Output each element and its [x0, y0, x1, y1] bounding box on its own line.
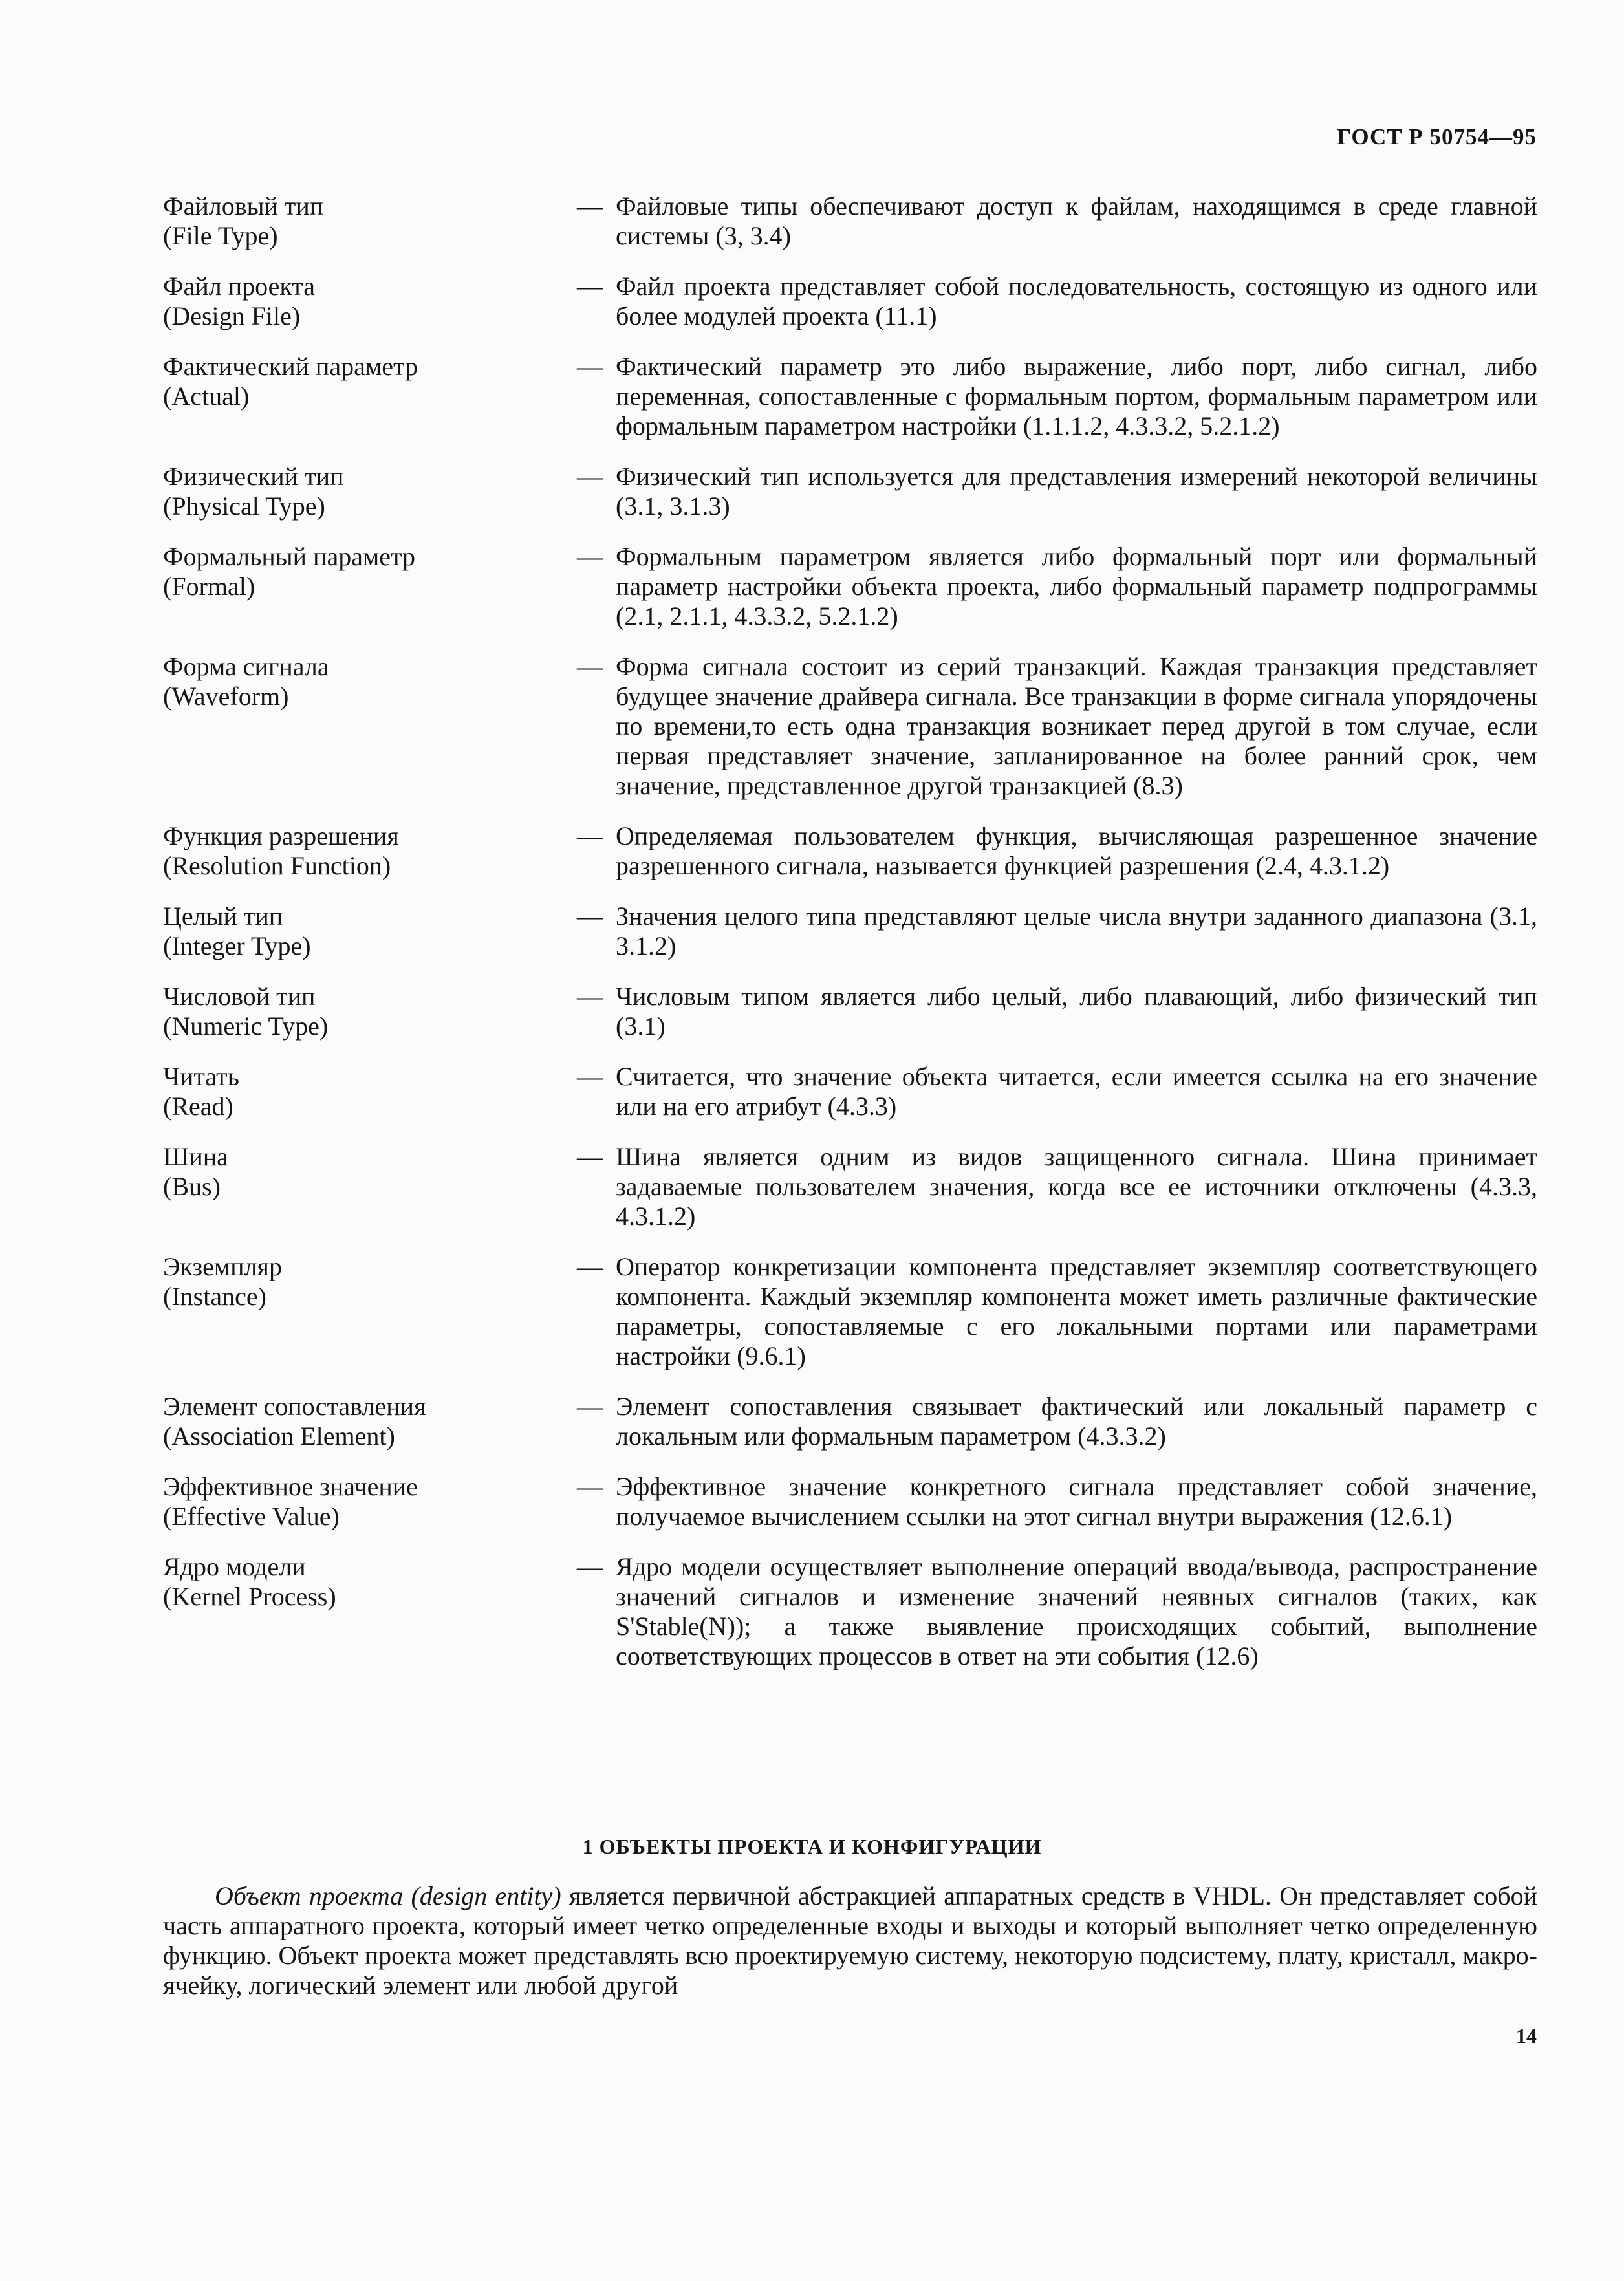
em-dash: —: [577, 821, 603, 850]
glossary-term: [163, 191, 570, 251]
glossary-term: [163, 1392, 570, 1451]
glossary-entry: [163, 982, 1537, 1041]
glossary-entry: [163, 1472, 1537, 1531]
glossary-entry: [163, 272, 1537, 331]
term-english: (Bus): [163, 1172, 221, 1201]
glossary-term: [163, 652, 570, 801]
em-dash: —: [577, 462, 603, 491]
glossary-term: [163, 542, 570, 631]
em-dash: —: [577, 1252, 603, 1281]
glossary-definition: Физический тип используется для представления измерений некоторой величины (3.1, 3.1.3): [616, 462, 1537, 521]
glossary-entry: [163, 1062, 1537, 1121]
glossary-entry: [163, 542, 1537, 631]
glossary-list: [163, 191, 1537, 1692]
term-english: (Resolution Function): [163, 851, 391, 880]
em-dash: —: [577, 1142, 603, 1171]
glossary-definition: Фактический параметр это либо выражение, либо порт, либо сигнал, либо переменная, сопоставленные с формальным портом, формальным параметром или формальным параметром настройки (1.1.1.2, 4.3.3.2, 5.2.1.2): [616, 352, 1537, 440]
glossary-term: [163, 1062, 570, 1121]
term-english: (Integer Type): [163, 931, 311, 960]
term-russian: Фактический параметр: [163, 352, 418, 381]
term-russian: Элемент сопоставления: [163, 1392, 426, 1421]
glossary-definition: Файловые типы обеспечивают доступ к файлам, находящимся в среде главной системы (3, 3.4): [616, 191, 1537, 250]
glossary-term: [163, 352, 570, 441]
paragraph-text: является первичной абстракцией аппаратных средств в VHDL. Он представляет собой часть аппаратного проекта, который имеет четко определенные входы и выходы и который выполняет четко определенную функцию. Объект проекта может представлять всю проектируемую систему, некоторую подсистему, плату, кристалл, макро-ячейку, логический элемент или любой другой: [163, 1881, 1538, 2000]
term-english: (Association Element): [163, 1422, 395, 1451]
glossary-term: [163, 1252, 570, 1371]
term-english: (File Type): [163, 221, 278, 250]
glossary-entry: [163, 1142, 1537, 1231]
glossary-entry: [163, 821, 1537, 881]
italic-term: Объект проекта (design entity): [215, 1881, 561, 1910]
glossary-entry: [163, 902, 1537, 961]
term-english: (Effective Value): [163, 1502, 340, 1531]
term-english: (Waveform): [163, 682, 289, 711]
glossary-definition: Определяемая пользователем функция, вычисляющая разрешенное значение разрешенного сигнала, называется функцией разрешения (2.4, 4.3.1.2): [616, 821, 1537, 880]
term-russian: Форма сигнала: [163, 652, 329, 681]
term-russian: Экземпляр: [163, 1252, 282, 1281]
term-russian: Файл проекта: [163, 272, 315, 301]
term-russian: Функция разрешения: [163, 821, 399, 850]
glossary-definition: Числовым типом является либо целый, либо плавающий, либо физический тип (3.1): [616, 982, 1537, 1041]
glossary-definition: Оператор конкретизации компонента представляет экземпляр соответствующего компонента. Каждый экземпляр компонента может иметь различные фактические параметры, сопоставляемые с его локальными портами или параметрами настройки (9.6.1): [616, 1252, 1537, 1370]
glossary-entry: [163, 191, 1537, 251]
term-english: (Instance): [163, 1282, 266, 1311]
term-russian: Ядро модели: [163, 1552, 306, 1581]
glossary-entry: [163, 462, 1537, 521]
term-english: (Actual): [163, 382, 250, 411]
term-russian: Числовой тип: [163, 982, 316, 1011]
glossary-definition: Считается, что значение объекта читается, если имеется ссылка на его значение или на его атрибут (4.3.3): [616, 1062, 1537, 1121]
glossary-term: [163, 902, 570, 961]
em-dash: —: [577, 1552, 603, 1581]
glossary-term: [163, 462, 570, 521]
glossary-term: [163, 982, 570, 1041]
term-english: (Physical Type): [163, 492, 325, 521]
em-dash: —: [577, 352, 603, 381]
glossary-term: [163, 821, 570, 881]
em-dash: —: [577, 652, 603, 681]
em-dash: —: [577, 982, 603, 1011]
glossary-term: [163, 1142, 570, 1231]
em-dash: —: [577, 902, 603, 931]
section-paragraph: [163, 1881, 1537, 2000]
term-russian: Файловый тип: [163, 191, 324, 221]
glossary-entry: [163, 352, 1537, 441]
term-russian: Эффективное значение: [163, 1472, 418, 1501]
document-header: ГОСТ Р 50754—95: [1336, 124, 1537, 149]
term-russian: Физический тип: [163, 462, 344, 491]
term-english: (Design File): [163, 301, 301, 330]
term-russian: Читать: [163, 1062, 239, 1091]
em-dash: —: [577, 272, 603, 301]
term-english: (Numeric Type): [163, 1011, 329, 1041]
glossary-definition: Форма сигнала состоит из серий транзакций. Каждая транзакция представляет будущее значение драйвера сигнала. Все транзакции в форме сигнала упорядочены по времени,то есть одна транзакция возникает перед другой в том случае, если первая представляет значение, запланированное на более ранний срок, чем значение, представленное другой транзакцией (8.3): [616, 652, 1537, 800]
glossary-definition: Эффективное значение конкретного сигнала представляет собой значение, получаемое вычислением ссылки на этот сигнал внутри выражения (12.6.1): [616, 1472, 1537, 1531]
glossary-definition: Элемент сопоставления связывает фактический или локальный параметр с локальным или формальным параметром (4.3.3.2): [616, 1392, 1537, 1451]
em-dash: —: [577, 1062, 603, 1091]
glossary-term: [163, 1552, 570, 1671]
glossary-entry: [163, 1252, 1537, 1371]
em-dash: —: [577, 191, 603, 221]
glossary-term: [163, 272, 570, 331]
term-english: (Kernel Process): [163, 1582, 336, 1611]
glossary-term: [163, 1472, 570, 1531]
term-english: (Formal): [163, 572, 255, 601]
glossary-definition: Ядро модели осуществляет выполнение операций ввода/вывода, распространение значений сигналов и изменение значений неявных сигналов (таких, как S'Stable(N)); а также выявление происходящих событий, выполнение соответствующих процессов в ответ на эти события (12.6): [616, 1552, 1537, 1670]
glossary-entry: [163, 652, 1537, 801]
section-title: 1 ОБЪЕКТЫ ПРОЕКТА И КОНФИГУРАЦИИ: [582, 1835, 1042, 1858]
glossary-definition: Файл проекта представляет собой последовательность, состоящую из одного или более модулей проекта (11.1): [616, 272, 1537, 330]
glossary-entry: [163, 1552, 1537, 1671]
term-russian: Формальный параметр: [163, 542, 415, 571]
glossary-definition: Значения целого типа представляют целые числа внутри заданного диапазона (3.1, 3.1.2): [616, 902, 1537, 960]
term-russian: Целый тип: [163, 902, 283, 931]
glossary-definition: Шина является одним из видов защищенного сигнала. Шина принимает задаваемые пользователем значения, когда все ее источники отключены (4.3.3, 4.3.1.2): [616, 1142, 1537, 1231]
glossary-definition: Формальным параметром является либо формальный порт или формальный параметр настройки объекта проекта, либо формальный параметр подпрограммы (2.1, 2.1.1, 4.3.3.2, 5.2.1.2): [616, 542, 1537, 631]
em-dash: —: [577, 542, 603, 571]
term-english: (Read): [163, 1092, 233, 1121]
em-dash: —: [577, 1392, 603, 1421]
em-dash: —: [577, 1472, 603, 1501]
page-number: 14: [1516, 2024, 1537, 2048]
glossary-entry: [163, 1392, 1537, 1451]
term-russian: Шина: [163, 1142, 228, 1171]
